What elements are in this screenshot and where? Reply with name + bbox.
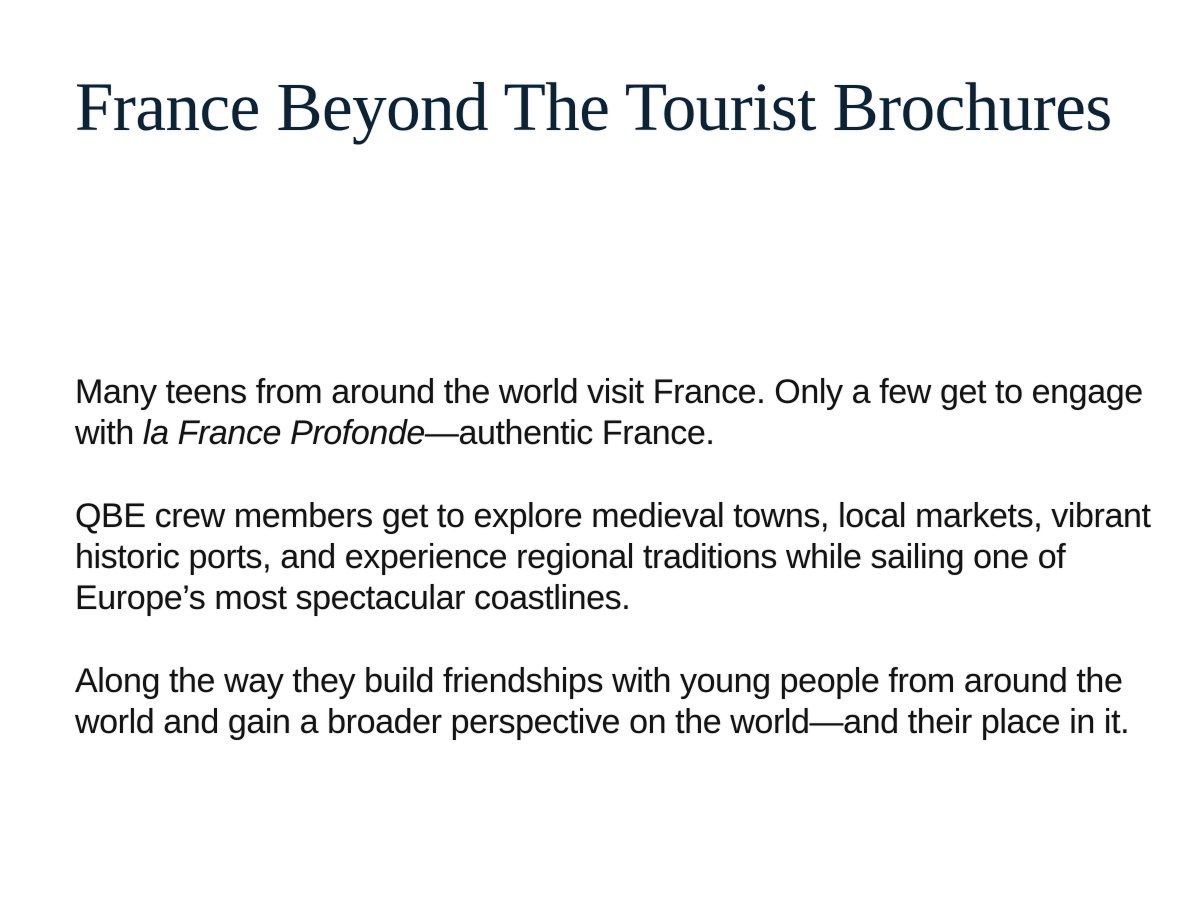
body-text xyxy=(75,372,1155,743)
paragraph-intro xyxy=(75,372,1155,454)
page-title: France Beyond The Tourist Brochures xyxy=(75,69,1112,145)
paragraph-crew: QBE crew members get to explore medieval towns, local markets, vibrant historic ports, and experience regional traditions while sailing one of Europe’s most spectacular coastlines. xyxy=(75,497,1151,617)
paragraph-intro-emphasis: la France Profonde xyxy=(142,414,425,452)
paragraph-friendships: Along the way they build friendships with young people from around the world and gain a broader perspective on the world—and their place in it. xyxy=(75,662,1130,741)
paragraph-intro-text: Many teens from around the world visit France. Only a few get to engage with xyxy=(75,373,1143,452)
paragraph-intro-tail: —authentic France. xyxy=(424,414,715,452)
